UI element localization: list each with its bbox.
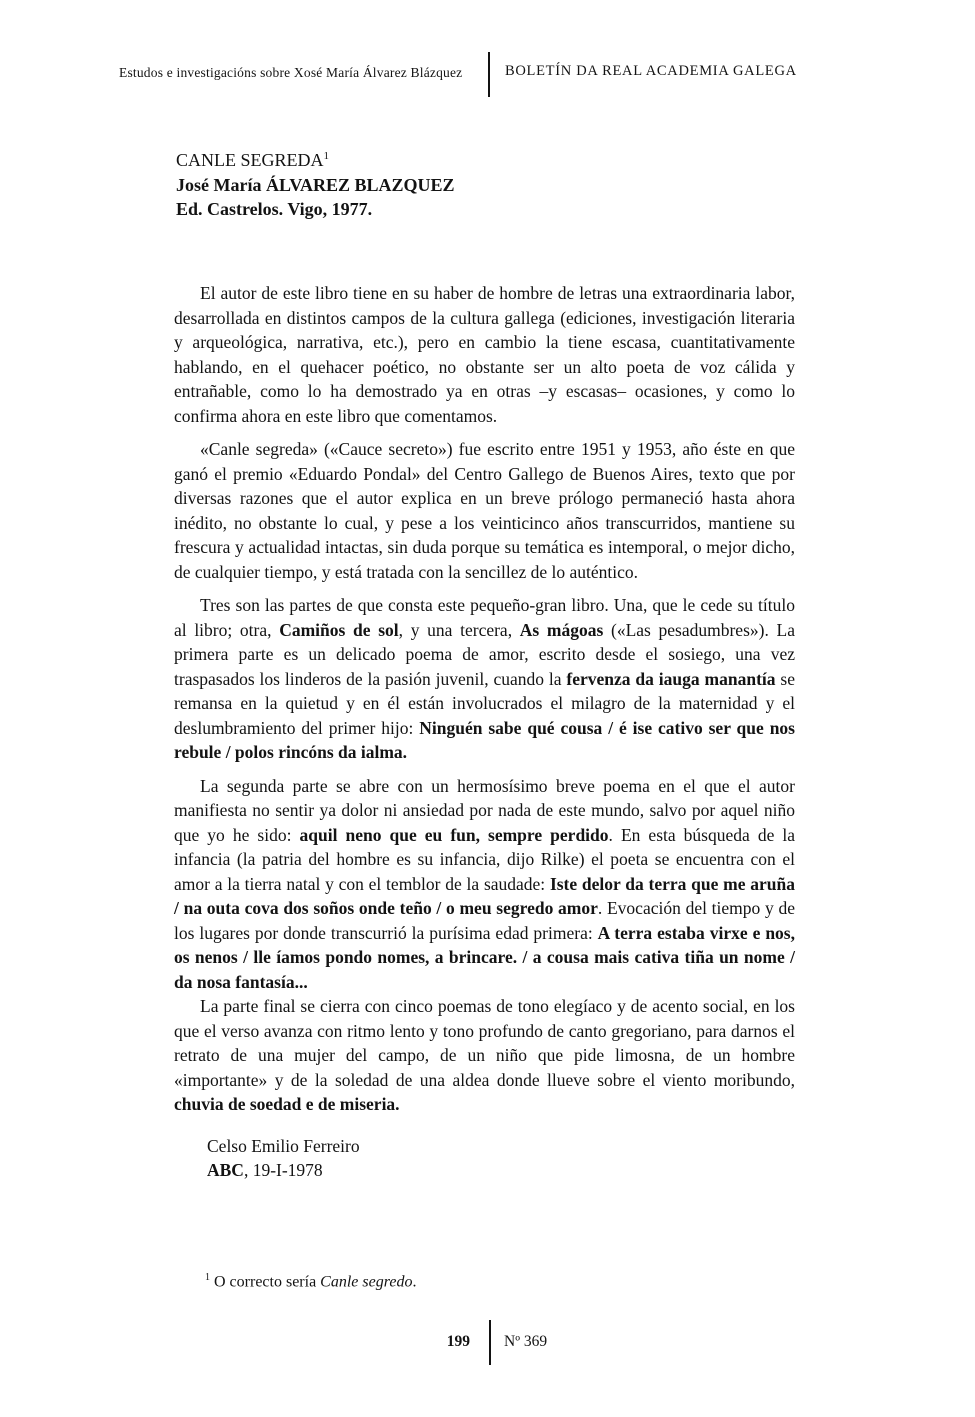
quoted-verse-bold: A terra estaba virxe e nos, os nenos / lle íamos pondo nomes, a brincare. / a cousa mais cativa tiña un nome / da nosa fantasía... <box>174 922 795 992</box>
review-body <box>174 281 795 1183</box>
paragraph-text: («Las pesadumbres»). La primera parte es un delicado poema de amor, escrito desde el sosiego, una vez traspasados los linderos de la pasión juvenil, cuando la <box>174 619 795 689</box>
paragraph-text: La segunda parte se abre con un hermosísimo breve poema en el que el autor manifiesta no sentir ya dolor ni ansiedad por nada de este mundo, salvo por aquel niño que yo he sido: <box>174 775 795 845</box>
book-title-text: CANLE SEGREDA <box>176 150 324 170</box>
quoted-verse-bold: Ninguén sabe qué cousa / é ise cativo ser que nos rebule / polos rincóns da ialma. <box>174 717 795 762</box>
footnote-reference: 1 <box>323 150 329 162</box>
book-edition: Ed. Castrelos. Vigo, 1977. <box>176 199 373 219</box>
quoted-verse-bold: Iste delor da terra que me aruña / na outa cova dos soños onde teño / o meu segredo amor <box>174 873 795 918</box>
quoted-verse-bold: Camiños de sol <box>279 619 399 640</box>
paragraph-text: . En esta búsqueda de la infancia (la patria del hombre es su infancia, dijo Rilke) el poeta se encuentra con el amor a la tierra natal y con el temblor de la saudade: <box>174 824 796 894</box>
book-title <box>176 144 455 173</box>
paragraph <box>174 281 795 428</box>
paragraph-text: La parte final se cierra con cinco poemas de tono elegíaco y de acento social, en los que el verso avanza con ritmo lento y tono profundo de canto gregoriano, para darnos el retrato de una mujer del campo, de un niño que pide limosna, de un hombre «importante» y de la soledad de una aldea donde llueve sobre el viento moribundo, <box>174 996 795 1090</box>
signature-author: Celso Emilio Ferreiro <box>207 1135 360 1156</box>
paragraphs <box>174 281 795 1117</box>
footnote-work-title: Canle segredo <box>320 1273 413 1291</box>
signature-publication: ABC <box>207 1160 244 1180</box>
issue-number: Nº 369 <box>504 1333 548 1350</box>
quoted-verse-bold: fervenza da iauga manantía <box>566 668 776 689</box>
header-left-title: Estudos e investigacións sobre Xosé María Álvarez Blázquez <box>119 65 463 80</box>
paragraph <box>174 774 795 995</box>
page-number: 199 <box>446 1333 470 1350</box>
paragraph <box>174 994 795 1117</box>
book-author: José María ÁLVAREZ BLAZQUEZ <box>176 174 455 195</box>
signature-block <box>207 1134 795 1183</box>
signature-date: , 19-I-1978 <box>243 1160 323 1180</box>
paragraph-text: «Canle segreda» («Cauce secreto») fue escrito entre 1951 y 1953, año éste en que ganó el premio «Eduardo Pondal» del Centro Gallego de Buenos Aires, texto que por diversas razones que el autor explica en un breve prólogo permaneció hasta ahora inédito, no obstante lo cual, y pese a los veinticinco años transcurridos, mantiene su frescura y actualidad intactas, sin duda porque su temática es intemporal, o mejor dicho, de cualquier tiempo, y está tratada con la sencillez de lo auténtico. <box>174 439 795 582</box>
quoted-verse-bold: aquil neno que eu fun, sempre perdido <box>299 824 609 845</box>
quoted-verse-bold: chuvia de soedad e de miseria. <box>174 1094 400 1114</box>
paragraph-text: , y una tercera, <box>398 619 520 640</box>
paragraph <box>174 593 795 765</box>
paragraph-text: El autor de este libro tiene en su haber de hombre de letras una extraordinaria labor, desarrollada en distintos campos de la cultura gallega (ediciones, investigación literaria y arqueológica, narrativa, etc.), pero en cambio la tiene escasa, cuantitativamente hablando, en el quehacer poético, no obstante ser un alto poeta de voz cálida y entrañable, como lo ha demostrado ya en otras –y escasas– ocasiones, y como lo confirma ahora en este libro que comentamos. <box>174 283 795 426</box>
footer-divider <box>489 1320 491 1365</box>
footnote <box>205 1272 416 1291</box>
signature-source <box>207 1158 795 1183</box>
header-divider <box>488 52 490 97</box>
paragraph <box>174 437 795 584</box>
header-right-title: BOLETÍN DA REAL ACADEMIA GALEGA <box>505 63 797 79</box>
title-block <box>176 144 455 222</box>
footnote-text: O correcto sería <box>210 1273 321 1291</box>
paragraph-text: Tres son las partes de que consta este pequeño-gran libro. Una, que le cede su título al libro; otra, <box>174 595 795 640</box>
footnote-text-end: . <box>412 1273 417 1291</box>
quoted-verse-bold: As mágoas <box>519 619 604 640</box>
paragraph-text: se remansa en la quietud y en él están involucrados el milagro de la maternidad y el deslumbramiento del primer hijo: <box>174 668 795 738</box>
paragraph-text: . Evocación del tiempo y de los lugares por donde transcurrió la purísima edad primera: <box>174 898 795 943</box>
footnote-marker: 1 <box>205 1272 210 1283</box>
